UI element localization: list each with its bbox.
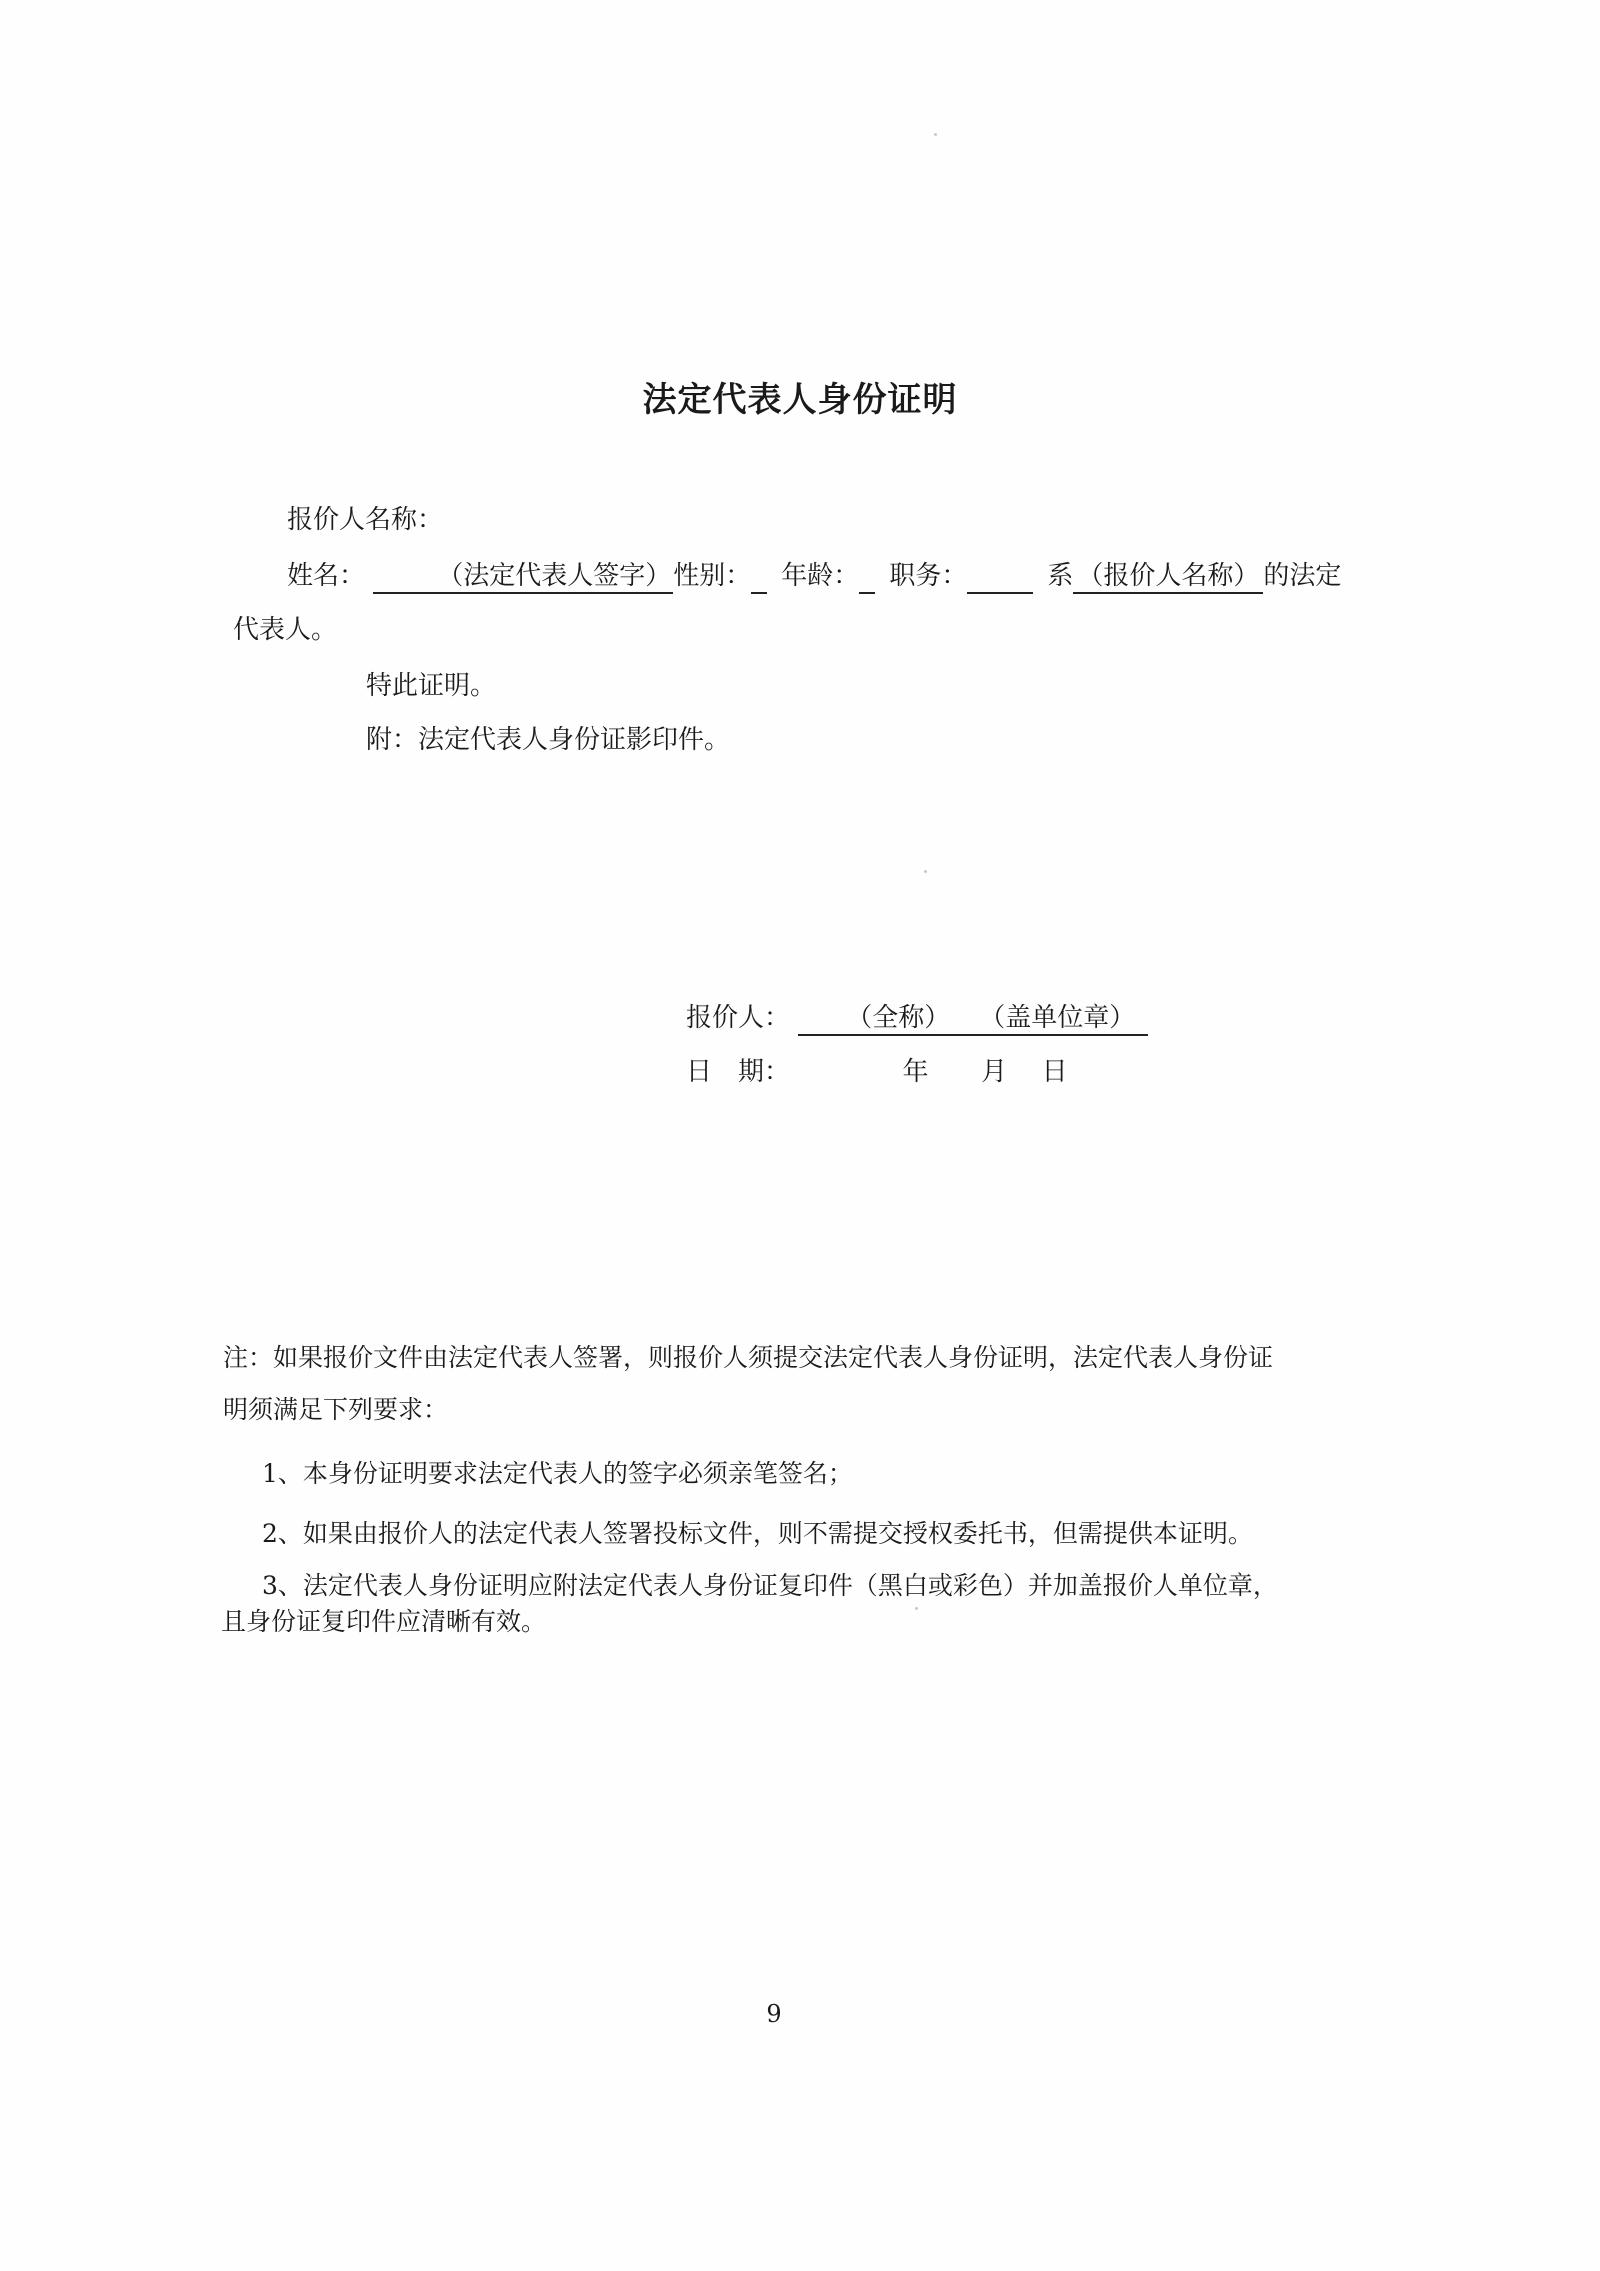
certify-text: 特此证明。 xyxy=(366,671,497,701)
legal-rep-line xyxy=(287,558,1341,594)
note-item-1: 1、本身份证明要求法定代表人的签字必须亲笔签名； xyxy=(262,1459,853,1488)
quoter-name-label: 报价人名称： xyxy=(287,505,444,535)
legal-rep-cont: 代表人。 xyxy=(233,615,338,645)
note-intro-line1: 注：如果报价文件由法定代表人签署，则报价人须提交法定代表人身份证明，法定代表人身份证 xyxy=(223,1343,1274,1372)
quoter-signature-line xyxy=(686,1000,1148,1036)
note-item-3-line1: 3、法定代表人身份证明应附法定代表人身份证复印件（黑白或彩色）并加盖报价人单位章， xyxy=(262,1571,1278,1600)
age-field[interactable] xyxy=(859,564,875,594)
is-label: 系 xyxy=(1047,561,1074,591)
page-title: 法定代表人身份证明 xyxy=(642,380,958,420)
day-label: 日 xyxy=(1041,1057,1068,1087)
position-label: 职务： xyxy=(889,561,968,591)
legal-suffix: 的法定 xyxy=(1263,561,1342,591)
quoter-name-field[interactable] xyxy=(1073,558,1263,594)
age-label: 年龄： xyxy=(781,561,860,591)
note-item-3-line2: 且身份证复印件应清晰有效。 xyxy=(221,1607,547,1636)
scan-speck xyxy=(915,1607,918,1610)
scan-speck xyxy=(934,133,937,136)
note-item-2: 2、如果由报价人的法定代表人签署投标文件，则不需提交授权委托书，但需提供本证明。 xyxy=(262,1519,1253,1548)
date-label: 日 期： xyxy=(686,1057,791,1087)
fullname-hint: （全称） xyxy=(846,1003,951,1033)
note-intro-line2: 明须满足下列要求： xyxy=(223,1395,449,1424)
seal-hint: （盖单位章） xyxy=(992,1003,1136,1033)
year-label: 年 xyxy=(902,1057,929,1087)
name-label: 姓名： xyxy=(287,561,366,591)
attachment-text: 附：法定代表人身份证影印件。 xyxy=(366,725,731,755)
quoter-label: 报价人： xyxy=(686,1003,791,1033)
name-signature-field[interactable] xyxy=(373,558,673,594)
name-hint: （法定代表人签字） xyxy=(437,561,672,591)
gender-field[interactable] xyxy=(751,564,767,594)
month-label: 月 xyxy=(981,1057,1008,1087)
scan-speck xyxy=(924,870,927,873)
quoter-seal-field[interactable] xyxy=(798,1000,1148,1036)
position-field[interactable] xyxy=(967,564,1033,594)
quoter-hint: （报价人名称） xyxy=(1077,561,1260,591)
page-number: 9 xyxy=(766,2000,782,2028)
gender-label: 性别： xyxy=(673,561,752,591)
date-line xyxy=(686,1054,1068,1090)
